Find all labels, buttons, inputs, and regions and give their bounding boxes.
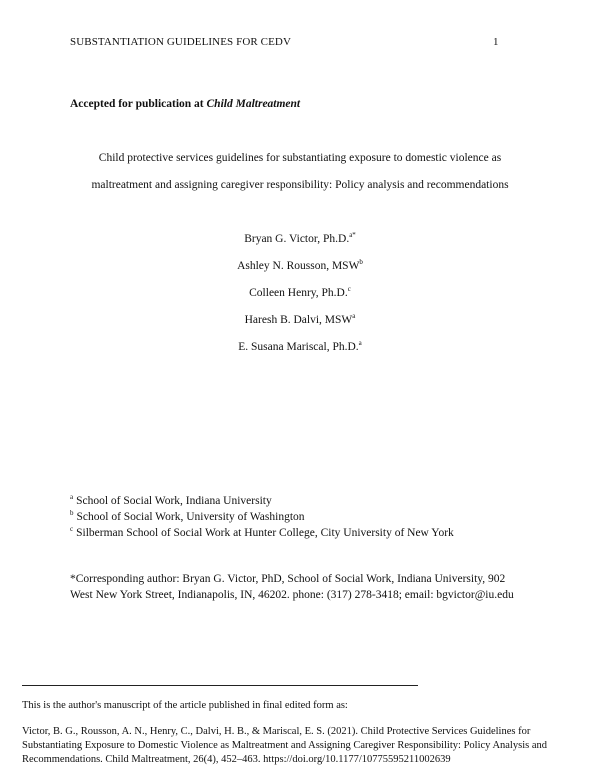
citation-line-1: Victor, B. G., Rousson, A. N., Henry, C., Dalvi, H. B., & Mariscal, E. S. (2021). Child Protective Services Guidelines for <box>22 726 531 737</box>
author-superscript: a <box>358 339 362 347</box>
footnote-divider <box>22 685 418 686</box>
affiliation-text: School of Social Work, Indiana University <box>76 495 272 507</box>
author-2 <box>0 260 600 272</box>
affiliation-marker: c <box>70 525 74 533</box>
corresponding-author-line-2: West New York Street, Indianapolis, IN, 46202. phone: (317) 278-3418; email: bgvictor@iu.edu <box>70 589 514 601</box>
author-superscript: a <box>352 312 356 320</box>
affiliation-text: Silberman School of Social Work at Hunter College, City University of New York <box>76 527 454 539</box>
affiliation-text: School of Social Work, University of Washington <box>76 511 305 523</box>
author-1 <box>0 233 600 245</box>
citation-line-2: Substantiating Exposure to Domestic Violence as Maltreatment and Assigning Caregiver Responsibility: Policy Analysis and <box>22 740 547 751</box>
author-superscript: b <box>359 258 363 266</box>
author-name: Colleen Henry, Ph.D. <box>249 287 348 299</box>
author-superscript: c <box>347 285 351 293</box>
citation-line-3[interactable]: Recommendations. Child Maltreatment, 26(4), 452–463. https://doi.org/10.1177/10775595211002639 <box>22 754 451 765</box>
affiliation-marker: a <box>70 493 74 501</box>
manuscript-note: This is the author's manuscript of the article published in final edited form as: <box>22 700 348 711</box>
author-name: E. Susana Mariscal, Ph.D. <box>238 341 359 353</box>
affiliation-b <box>70 511 305 523</box>
journal-name: Child Maltreatment <box>206 98 301 110</box>
acceptance-note <box>70 98 300 110</box>
author-superscript: a* <box>349 231 356 239</box>
affiliation-c <box>70 527 454 539</box>
author-name: Ashley N. Rousson, MSW <box>237 260 360 272</box>
affiliation-a <box>70 495 272 507</box>
author-name: Haresh B. Dalvi, MSW <box>244 314 353 326</box>
author-3 <box>0 287 600 299</box>
author-name: Bryan G. Victor, Ph.D. <box>244 233 350 245</box>
running-head: SUBSTANTIATION GUIDELINES FOR CEDV <box>70 36 291 48</box>
author-4 <box>0 314 600 326</box>
acceptance-prefix: Accepted for publication at <box>70 98 207 110</box>
author-5 <box>0 341 600 353</box>
corresponding-author-line-1: *Corresponding author: Bryan G. Victor, PhD, School of Social Work, Indiana University, 902 <box>70 573 506 585</box>
page-number: 1 <box>493 36 499 48</box>
paper-title-line-2: maltreatment and assigning caregiver responsibility: Policy analysis and recommendations <box>91 179 509 191</box>
paper-title-line-1: Child protective services guidelines for substantiating exposure to domestic violence as <box>98 152 502 164</box>
affiliation-marker: b <box>70 509 74 517</box>
